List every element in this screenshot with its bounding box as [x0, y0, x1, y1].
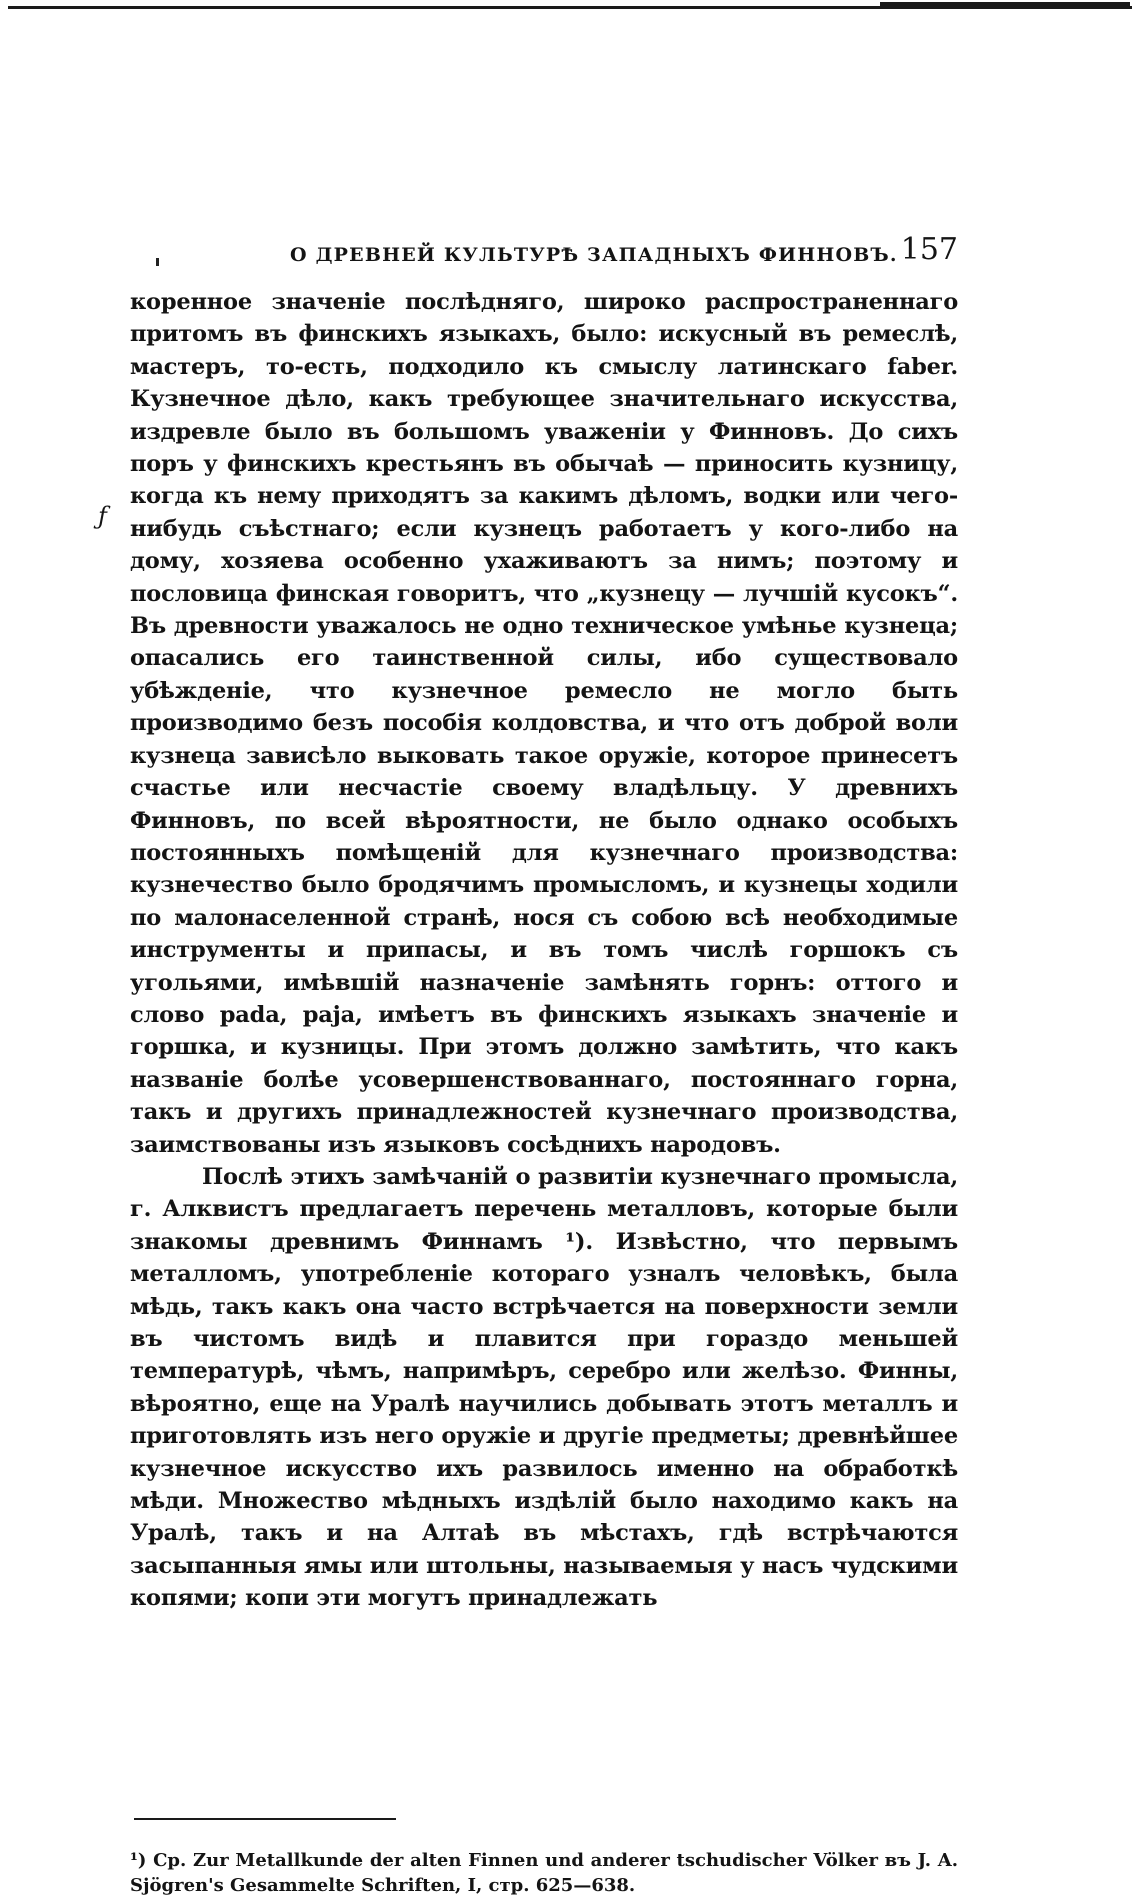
running-title: О ДРЕВНЕЙ КУЛЬТУРѢ ЗАПАДНЫХЪ ФИННОВЪ.: [290, 244, 898, 266]
ink-mark: [156, 258, 159, 266]
footnote-rule: [134, 1818, 396, 1820]
page-header: [130, 232, 958, 272]
paragraph-1: коренное значеніе послѣдняго, широко распространеннаго притомъ въ финскихъ языкахъ, было: искусный въ ремеслѣ, мастеръ, то-есть, подходило къ смыслу латинскаго faber. Кузнечное дѣло, какъ требующее значительнаго искусства, издревле было въ большомъ уваженіи у Финновъ. До сихъ поръ у финскихъ крестьянъ въ обычаѣ — приносить кузницу, когда къ нему приходятъ за какимъ дѣломъ, водки или чего-нибудь съѣстнаго; если кузнецъ работаетъ у кого-либо на дому, хозяева особенно ухаживаютъ за нимъ; поэтому и пословица финская говоритъ, что „кузнецу — лучшій кусокъ“. Въ древности уважалось не одно техническое умѣнье кузнеца; опасались его таинственной силы, ибо существовало убѣжденіе, что кузнечное ремесло не могло быть производимо безъ пособія колдовства, и что отъ доброй воли кузнеца зависѣло выковать такое оружіе, которое принесетъ счастье или несчастіе своему владѣльцу. У древнихъ Финновъ, по всей вѣроятности, не было однако особыхъ постоянныхъ помѣщеній для кузнечнаго производства: кузнечество было бродячимъ промысломъ, и кузнецы ходили по малонаселенной странѣ, нося съ собою всѣ необходимые инструменты и припасы, и въ томъ числѣ горшокъ съ угольями, имѣвшій назначеніе замѣнять горнъ: оттого и слово pada, paja, имѣетъ въ финскихъ языкахъ значеніе и горшка, и кузницы. При этомъ должно замѣтить, что какъ названіе болѣе усовершенствованнаго, постояннаго горна, такъ и другихъ принадлежностей кузнечнаго производства, заимствованы изъ языковъ сосѣднихъ народовъ.: [130, 289, 958, 1158]
margin-mark: ƒ: [98, 502, 107, 530]
page-number: 157: [900, 232, 958, 267]
top-edge-smudge: [880, 2, 1130, 8]
footnote: ¹) Ср. Zur Metallkunde der alten Finnen und anderer tschudischer Völker въ J. A. Sjögren's Gesammelte Schriften, I, стр. 625—638.: [130, 1850, 958, 1896]
body-text: [130, 286, 958, 1615]
paragraph-2: Послѣ этихъ замѣчаній о развитіи кузнечнаго промысла, г. Алквистъ предлагаетъ перечень металловъ, которые были знакомы древнимъ Финнамъ ¹). Извѣстно, что первымъ металломъ, употребленіе котораго узналъ человѣкъ, была мѣдь, такъ какъ она часто встрѣчается на поверхности земли въ чистомъ видѣ и плавится при гораздо меньшей температурѣ, чѣмъ, напримѣръ, серебро или желѣзо. Финны, вѣроятно, еще на Уралѣ научились добывать этотъ металлъ и приготовлять изъ него оружіе и другіе предметы; древнѣйшее кузнечное искусство ихъ развилось именно на обработкѣ мѣди. Множество мѣдныхъ издѣлій было находимо какъ на Уралѣ, такъ и на Алтаѣ въ мѣстахъ, гдѣ встрѣчаются засыпанныя ямы или штольны, называемыя у насъ чудскими копями; копи эти могутъ принадлежать: [130, 1163, 958, 1612]
